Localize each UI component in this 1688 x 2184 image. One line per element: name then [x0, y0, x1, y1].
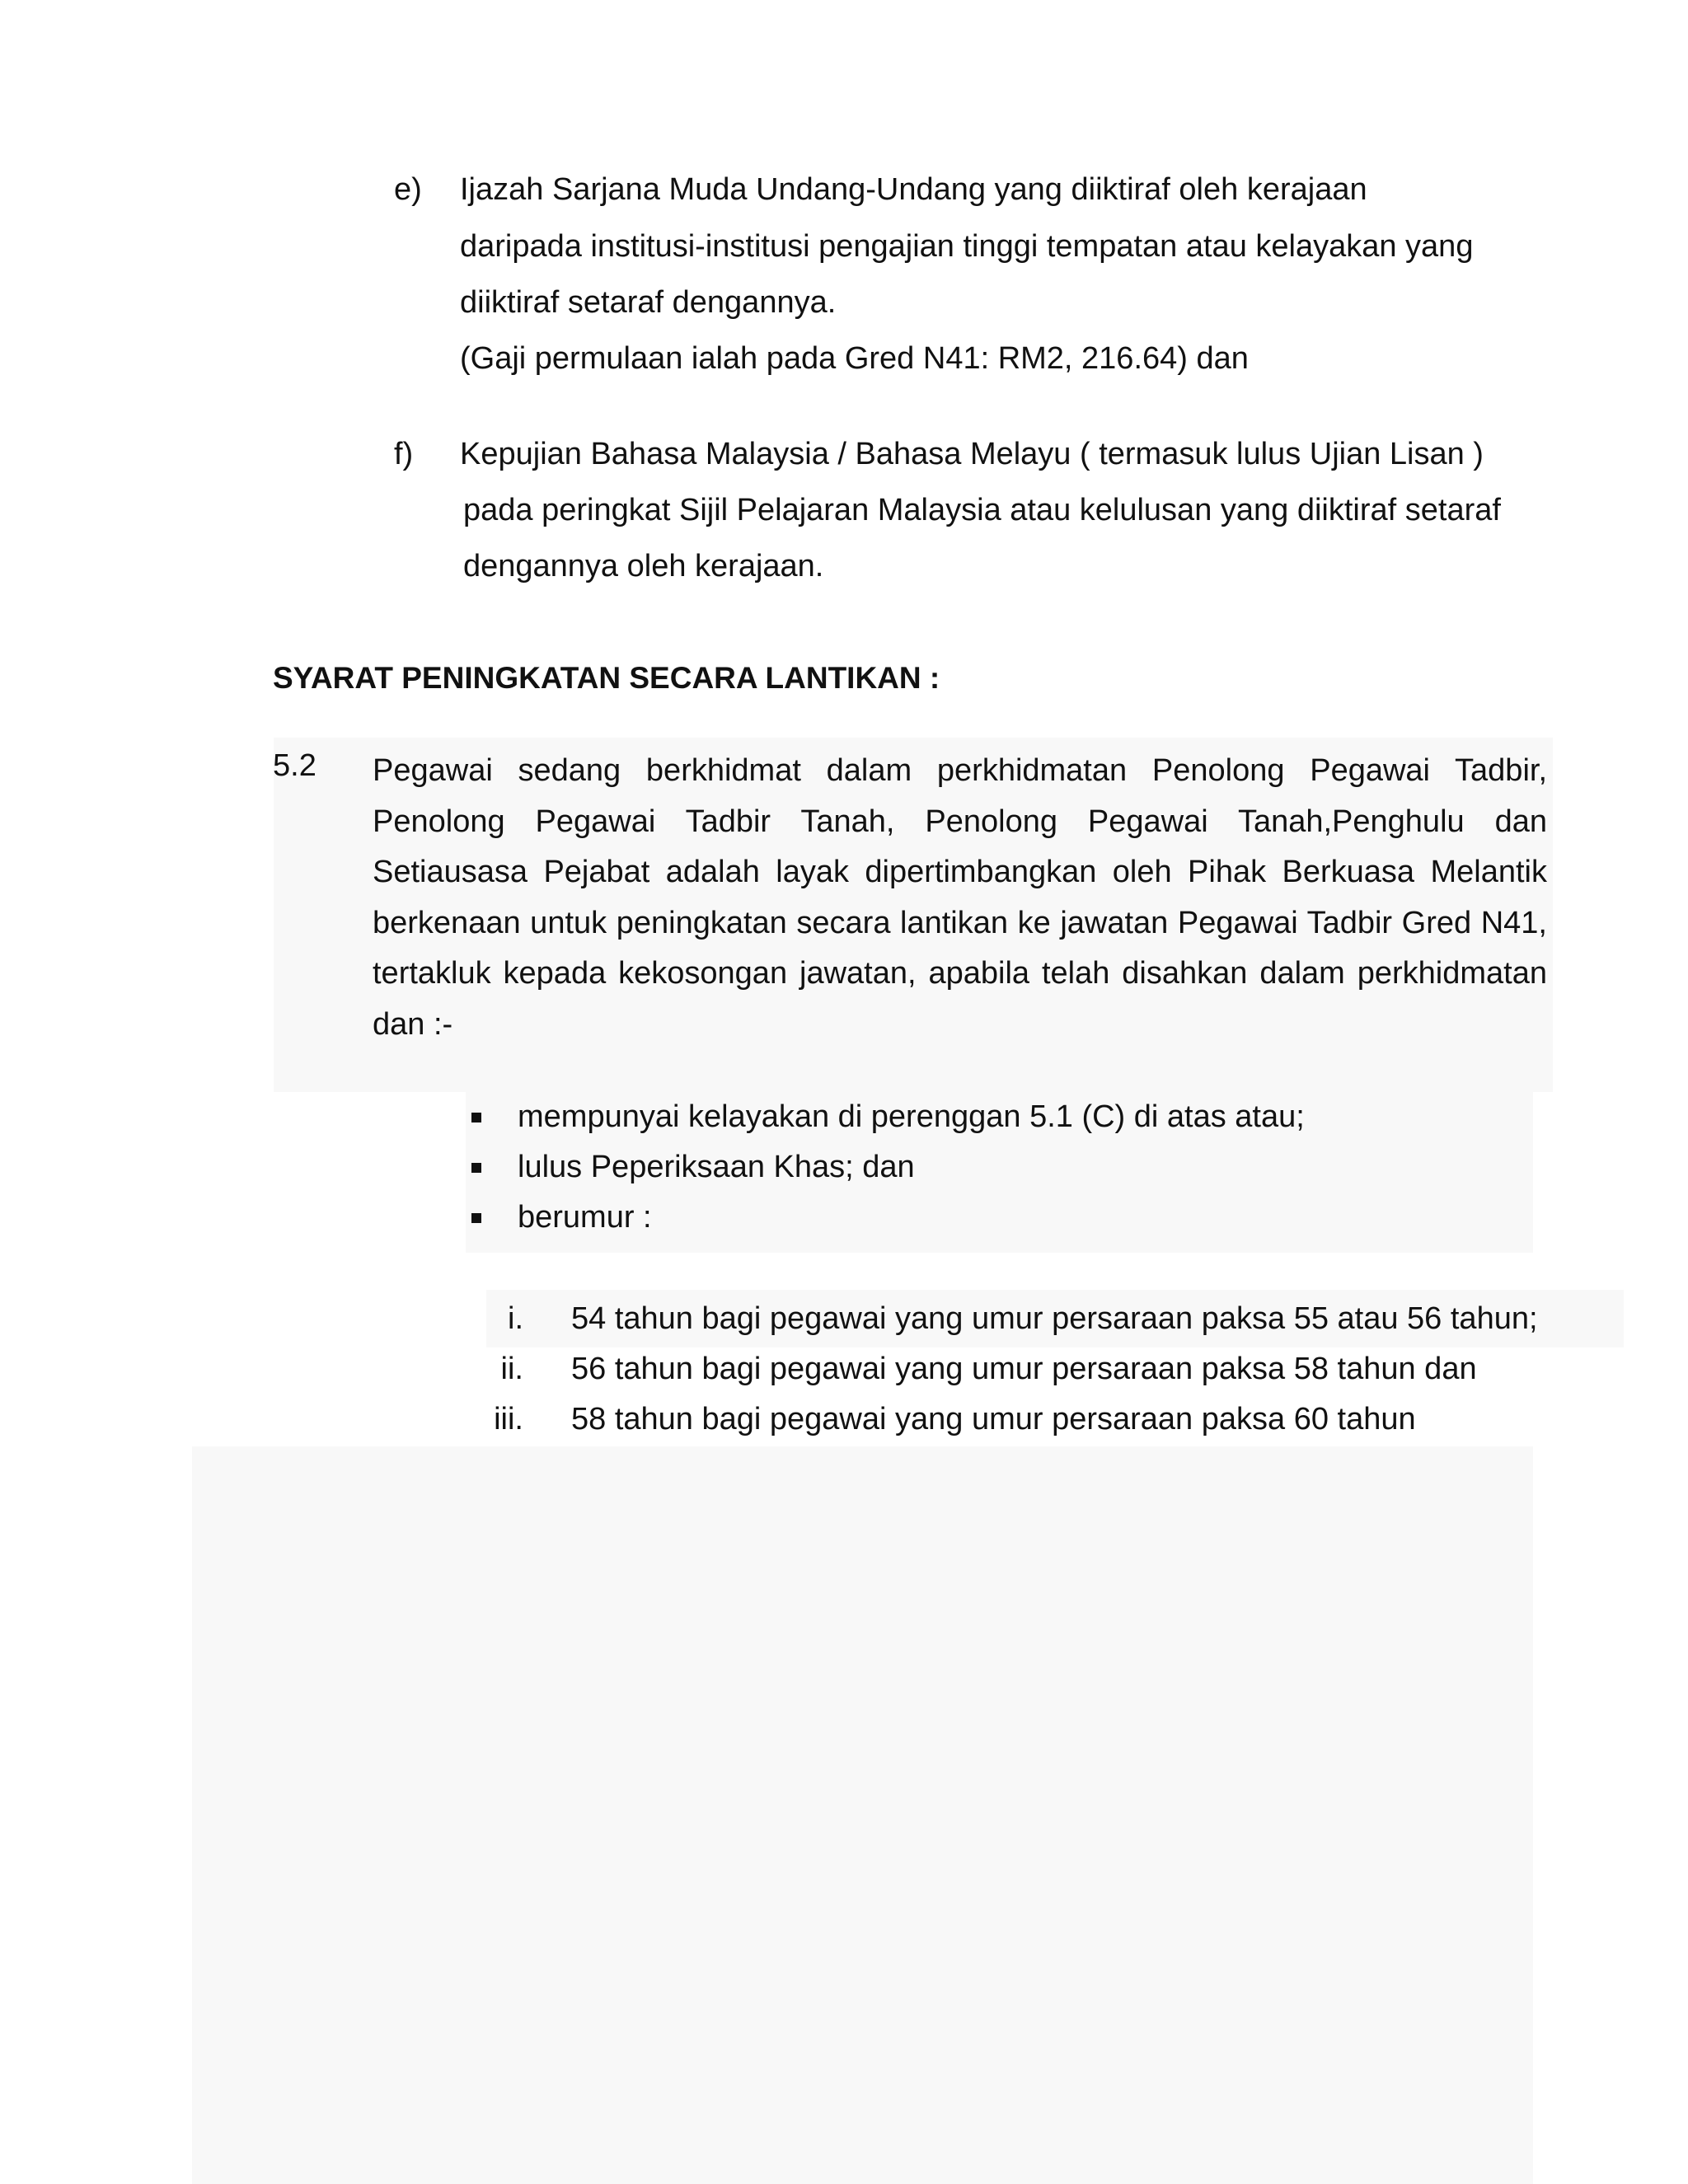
- square-bullet-icon: [471, 1163, 481, 1173]
- scan-shade-lower: [192, 1446, 1533, 2184]
- clause-text: Pegawai sedang berkhidmat dalam perkhidmatan Penolong Pegawai Tadbir, Penolong Pegawai Tadbir Tanah, Penolong Pegawai Tanah,Penghulu dan Setiausasa Pejabat adalah layak dipertimbangkan oleh Pihak Berkuasa Melantik berkenaan untuk peningkatan secara lantikan ke jawatan Pegawai Tadbir Gred N41, tertakluk kepada kekosongan jawatan, apabila telah disahkan dalam perkhidmatan dan :-: [373, 753, 1547, 1042]
- item-line: pada peringkat Sijil Pelajaran Malaysia atau kelulusan yang diiktiraf setaraf: [463, 493, 1501, 527]
- bullet-text: mempunyai kelayakan di perenggan 5.1 (C) di atas atau;: [518, 1099, 1305, 1134]
- item-marker: e): [394, 172, 422, 207]
- bullet-text: lulus Peperiksaan Khas; dan: [518, 1150, 915, 1184]
- section-heading: SYARAT PENINGKATAN SECARA LANTIKAN :: [273, 661, 940, 695]
- roman-text: 54 tahun bagi pegawai yang umur persaraan paksa 55 atau 56 tahun;: [571, 1301, 1538, 1336]
- item-line: diiktiraf setaraf dengannya.: [460, 285, 837, 320]
- square-bullet-icon: [471, 1213, 481, 1223]
- roman-number: i.: [508, 1301, 523, 1336]
- item-line: Ijazah Sarjana Muda Undang-Undang yang diiktiraf oleh kerajaan: [460, 172, 1367, 207]
- clause-number: 5.2: [273, 748, 316, 783]
- bullet-text: berumur :: [518, 1200, 652, 1235]
- salary-note: (Gaji permulaan ialah pada Gred N41: RM2, 216.64) dan: [460, 341, 1249, 376]
- item-line: Kepujian Bahasa Malaysia / Bahasa Melayu ( termasuk lulus Ujian Lisan ): [460, 437, 1484, 471]
- item-marker: f): [394, 437, 414, 471]
- roman-number: ii.: [500, 1352, 523, 1386]
- roman-text: 56 tahun bagi pegawai yang umur persaraan paksa 58 tahun dan: [571, 1352, 1477, 1386]
- roman-text: 58 tahun bagi pegawai yang umur persaraan paksa 60 tahun: [571, 1402, 1416, 1436]
- item-line: daripada institusi-institusi pengajian tinggi tempatan atau kelayakan yang: [460, 229, 1474, 264]
- square-bullet-icon: [471, 1113, 481, 1122]
- item-line: dengannya oleh kerajaan.: [463, 549, 824, 583]
- roman-number: iii.: [494, 1402, 523, 1436]
